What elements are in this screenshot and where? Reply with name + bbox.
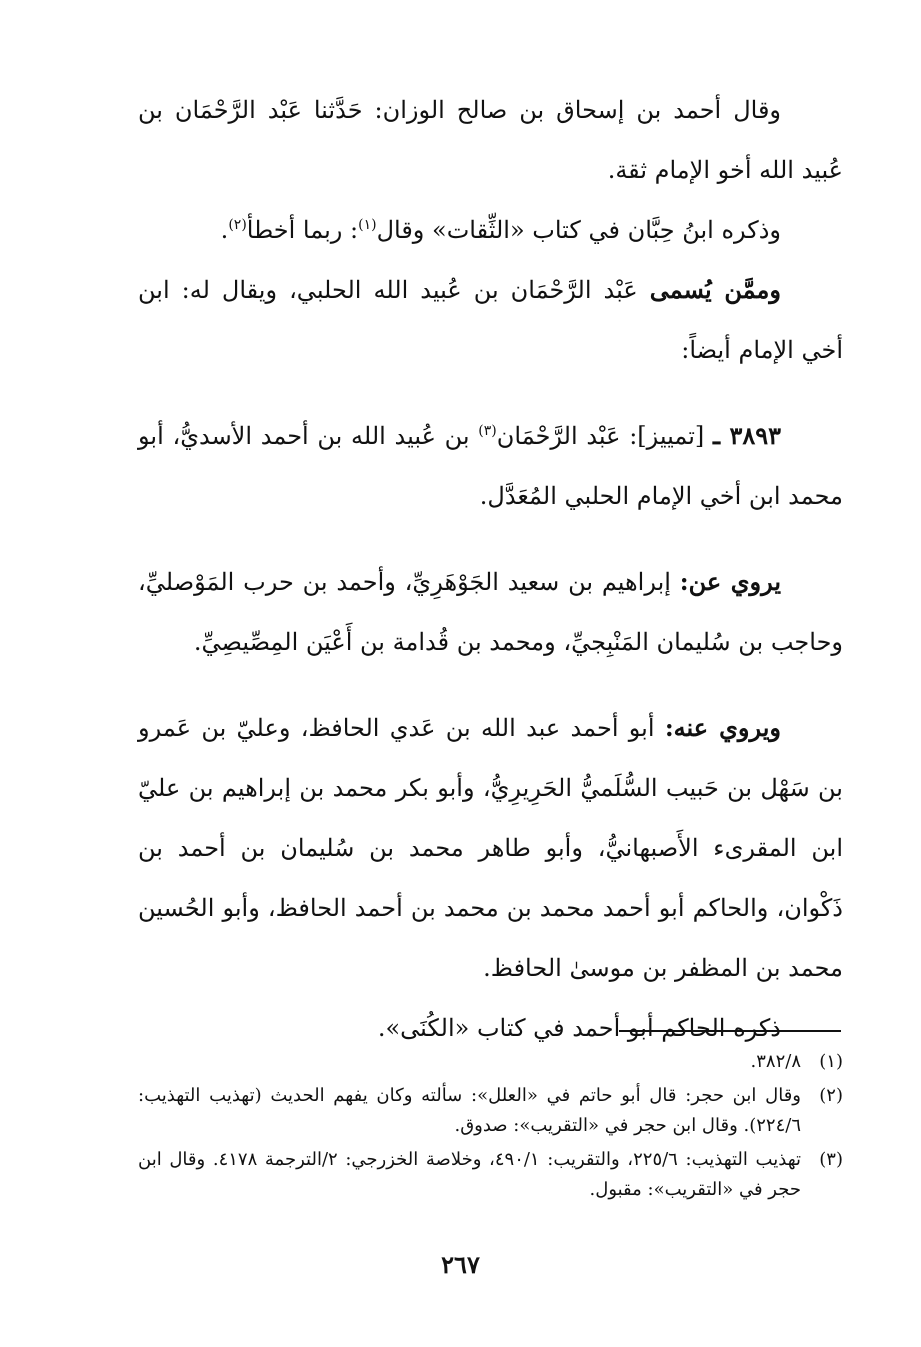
footnote-ref-1[interactable]: (١): [358, 217, 377, 233]
footnote-text: وقال ابن حجر: قال أبو حاتم في «العلل»: سألته وكان يفهم الحديث (تهذيب التهذيب: ٢٢٤/٦). وقال ابن حجر في «التقريب»: صدوق.: [138, 1085, 801, 1136]
footnote-ref-3[interactable]: (٣): [478, 423, 497, 439]
lead-phrase: يروي عن:: [679, 567, 781, 596]
footnote-1: [138, 1047, 843, 1077]
footnote-text: تهذيب التهذيب: ٢٢٥/٦، والتقريب: ٤٩٠/١، وخلاصة الخزرجي: ٢/الترجمة ٤١٧٨. وقال ابن حجر في «التقريب»: مقبول.: [138, 1149, 801, 1200]
paragraph-narrated-by: ويروي عنه: أبو أحمد عبد الله بن عَدي الحافظ، وعليّ بن عَمرو بن سَهْل بن حَبيب السُّلَميُّ الحَرِيرِيُّ، وأبو بكر محمد بن إبراهيم بن عليّ ابن المقرىء الأَصبهانيُّ، وأبو طاهر محمد بن سُليمان بن أحمد بن ذَكْوان، والحاكم أبو أحمد محمد بن محمد بن أحمد الحافظ، وأبو الحُسين محمد بن المظفر بن موسىٰ الحافظ.: [138, 713, 843, 982]
footnote-number: (٣): [819, 1149, 843, 1170]
entry-number: ٣٨٩٣ ـ: [712, 421, 782, 450]
main-text: [138, 80, 843, 1058]
footnote-divider: [619, 1030, 841, 1032]
paragraph-wazzan: وقال أحمد بن إسحاق بن صالح الوزان: حَدَّثنا عَبْد الرَّحْمَان بن عُبيد الله أخو الإمام ثقة.: [138, 96, 843, 184]
footnote-number: (٢): [819, 1085, 843, 1106]
footnote-3: [138, 1145, 843, 1205]
paragraph-hakim: ذكره الحاكم أبو أحمد في كتاب «الكُنَى».: [377, 1014, 781, 1042]
lead-phrase: وممَّن يُسمى: [649, 275, 781, 304]
paragraph-narrates-from: يروي عن: إبراهيم بن سعيد الجَوْهَرِيِّ، وأحمد بن حرب المَوْصليِّ، وحاجب بن سُليمان المَنْبِجيِّ، ومحمد بن قُدامة بن أَعْيَن المِصِّيصِيِّ.: [138, 567, 843, 656]
footnote-text: ٣٨٢/٨.: [750, 1051, 801, 1072]
footnote-number: (١): [819, 1051, 843, 1072]
paragraph-ibn-hibban: وذكره ابنُ حِبَّان في كتاب «الثِّقات» وقال$^{(١)}$: ربما أخطأ$^{(٢)}$.: [220, 216, 781, 244]
footnote-2: [138, 1081, 843, 1141]
footnote-ref-2[interactable]: (٢): [228, 217, 247, 233]
lead-phrase: ويروي عنه:: [664, 713, 781, 742]
page-number: ٢٦٧: [441, 1250, 480, 1279]
paragraph-namesake: وممَّن يُسمى عَبْد الرَّحْمَان بن عُبيد الله الحلبي، ويقال له: ابن أخي الإمام أيضاً:: [138, 275, 843, 364]
footnotes: [138, 1047, 843, 1209]
entry-heading-3893: ٣٨٩٣ ـ [تمييز]: عَبْد الرَّحْمَان$^{(٣)}$ بن عُبيد الله بن أحمد الأسديُّ، أبو محمد ابن أخي الإمام الحلبي المُعَدَّل.: [138, 421, 843, 510]
